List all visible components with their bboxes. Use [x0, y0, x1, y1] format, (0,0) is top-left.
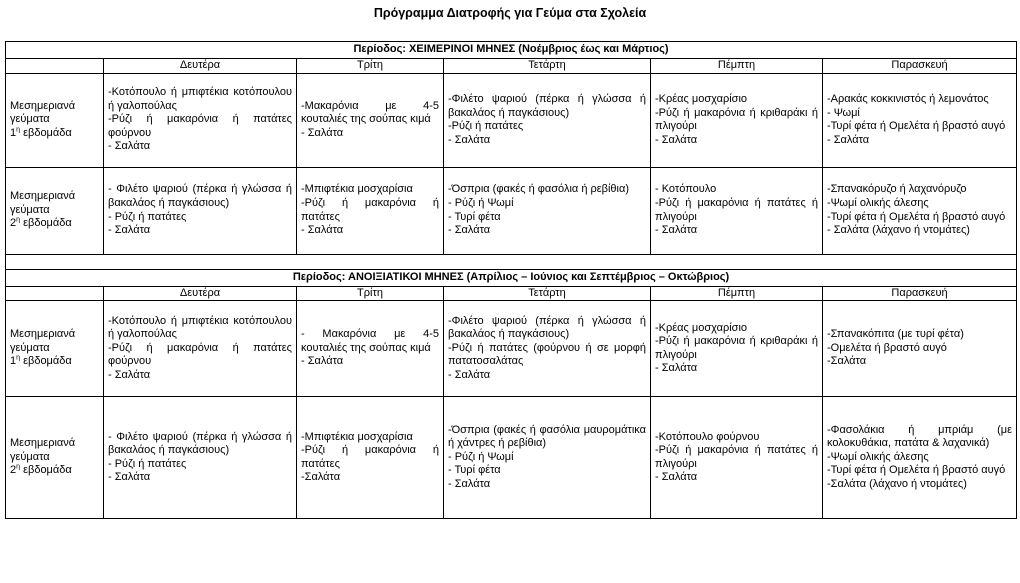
week-label-line2: γεύματα — [10, 113, 50, 126]
week-row — [6, 301, 1017, 397]
meal-line: -Ρύζι ή μακαρόνια ή πατάτες φούρνου — [108, 113, 292, 139]
meal-cell — [297, 167, 444, 254]
day-header-row — [6, 59, 1017, 74]
meal-line: -Όσπρια (φακές ή φασόλια μαυρομάτικα ή χάντρες ή ρεβίθια) — [448, 423, 646, 450]
meal-cell — [823, 167, 1017, 254]
meal-line: - Ρύζι ή πατάτες — [108, 210, 187, 223]
week-label-line3 — [10, 127, 99, 141]
week-label-line1: Μεσημεριανά — [10, 190, 76, 203]
day-header: Τρίτη — [297, 59, 444, 74]
day-header: Πέμπτη — [651, 59, 823, 74]
meal-line: -Σαλάτα — [827, 355, 867, 368]
meal-line: -Ρύζι ή μακαρόνια ή πατάτες — [301, 197, 439, 223]
meal-line: - Σαλάτα — [655, 133, 698, 146]
meal-line: - Σαλάτα — [108, 369, 151, 382]
meal-line: - Σαλάτα (λάχανο ή ντομάτες) — [827, 224, 970, 237]
meal-line: -Ρύζι ή μακαρόνια ή πατάτες — [301, 444, 439, 470]
meal-line: -Ρύζι ή μακαρόνια ή κριθαράκι ή πλιγούρι — [655, 106, 818, 133]
week-label — [6, 301, 104, 397]
page-title: Πρόγραμμα Διατροφής για Γεύμα στα Σχολεία — [373, 6, 647, 20]
meal-line: - Μακαρόνια με 4-5 κουταλιές της σούπας κιμά — [301, 328, 439, 354]
meal-line: -Σαλάτα — [301, 471, 341, 484]
meal-line: -Ψωμί ολικής άλεσης — [827, 450, 929, 463]
meal-line: - Σαλάτα — [448, 478, 491, 491]
week-row — [6, 397, 1017, 519]
meal-line: -Κοτόπουλο ή μπιφτέκια κοτόπουλου ή γαλοπούλας — [108, 314, 292, 341]
meal-line: -Ρύζι ή πατάτες — [448, 120, 524, 133]
meal-cell — [297, 73, 444, 167]
week-ordinal-suffix: η — [16, 216, 21, 224]
meal-line: - Ψωμί — [827, 106, 860, 119]
week-label-line3 — [10, 464, 99, 478]
day-header: Τετάρτη — [444, 286, 651, 301]
period-heading-row — [6, 42, 1017, 59]
meal-line: - Τυρί φέτα — [448, 464, 501, 477]
meal-line: -Τυρί φέτα ή Ομελέτα ή βραστό αυγό — [827, 120, 1006, 133]
week-ordinal-suffix: η — [16, 126, 21, 134]
day-header: Παρασκευή — [823, 286, 1017, 301]
meal-line: - Τυρί φέτα — [448, 210, 501, 223]
meal-line: -Ρύζι ή μακαρόνια ή κριθαράκι ή πλιγούρι — [655, 335, 818, 361]
week-row — [6, 73, 1017, 167]
meal-cell — [444, 397, 651, 519]
meal-line: - Φιλέτο ψαριού (πέρκα ή γλώσσα ή βακαλάος ή παγκάσιους) — [108, 430, 292, 457]
meal-cell — [823, 73, 1017, 167]
meal-cell — [651, 167, 823, 254]
meal-line: -Φιλέτο ψαριού (πέρκα ή γλώσσα ή βακαλάος ή παγκάσιους) — [448, 92, 646, 119]
week-word: εβδομάδα — [20, 217, 72, 230]
day-header: Παρασκευή — [823, 59, 1017, 74]
day-header: Δευτέρα — [104, 59, 297, 74]
meal-line: -Μπιφτέκια μοσχαρίσια — [301, 183, 413, 196]
meal-line: - Ρύζι ή Ψωμί — [448, 197, 514, 209]
meal-cell — [104, 397, 297, 519]
week-label-line3 — [10, 217, 99, 231]
meal-line: - Σαλάτα — [655, 471, 698, 484]
week-label-line2: γεύματα — [10, 341, 50, 354]
week-ordinal-suffix: η — [16, 463, 21, 471]
week-label — [6, 167, 104, 254]
meal-cell — [297, 301, 444, 397]
meal-line: -Φασολάκια ή μπριάμ (με κολοκυθάκια, πατάτα & λαχανικά) — [827, 423, 1013, 450]
week-row — [6, 167, 1017, 254]
meal-line: -Σπανακόπιτα (με τυρί φέτα) — [827, 328, 964, 341]
day-header: Τετάρτη — [444, 59, 651, 74]
meal-line: -Ρύζι ή μακαρόνια ή πατάτες φούρνου — [108, 341, 292, 368]
meal-line: - Σαλάτα — [655, 362, 698, 375]
meal-line: -Όσπρια (φακές ή φασόλια ή ρεβίθια) — [448, 183, 630, 196]
week-label-line1: Μεσημεριανά — [10, 328, 76, 341]
meal-line: -Κοτόπουλο ή μπιφτέκια κοτόπουλου ή γαλοπούλας — [108, 86, 292, 112]
week-number: 2 — [10, 464, 17, 477]
meal-line: -Ψωμί ολικής άλεσης — [827, 197, 929, 209]
week-label-line2: γεύματα — [10, 450, 50, 463]
meal-cell — [104, 167, 297, 254]
meal-line: -Κρέας μοσχαρίσιο — [655, 321, 748, 334]
meal-line: -Τυρί φέτα ή Ομελέτα ή βραστό αυγό — [827, 210, 1006, 223]
meal-line: - Σαλάτα — [655, 224, 698, 237]
week-label — [6, 73, 104, 167]
meal-cell — [104, 301, 297, 397]
week-word: εβδομάδα — [20, 464, 72, 477]
week-word: εβδομάδα — [20, 355, 72, 368]
meal-cell — [651, 301, 823, 397]
day-header-row — [6, 286, 1017, 301]
week-word: εβδομάδα — [20, 126, 72, 139]
week-label-line3 — [10, 355, 99, 369]
meal-schedule-table — [5, 41, 1017, 519]
meal-line: -Ομελέτα ή βραστό αυγό — [827, 341, 947, 354]
meal-line: - Σαλάτα — [448, 133, 491, 146]
week-ordinal-suffix: η — [16, 354, 21, 362]
meal-line: -Ρύζι ή μακαρόνια ή πατάτες ή πλιγούρι — [655, 444, 818, 470]
meal-line: - Σαλάτα — [301, 224, 344, 237]
spacer-cell — [6, 254, 1017, 269]
meal-cell — [297, 397, 444, 519]
meal-line: - Ρύζι ή Ψωμί — [448, 450, 514, 463]
corner-cell — [6, 286, 104, 301]
meal-cell — [444, 301, 651, 397]
week-number: 1 — [10, 355, 17, 368]
meal-line: -Τυρί φέτα ή Ομελέτα ή βραστό αυγό — [827, 464, 1006, 477]
meal-line: -Ρύζι ή μακαρόνια ή πατάτες ή πλιγούρι — [655, 197, 818, 223]
spacer-row — [6, 254, 1017, 269]
meal-line: - Σαλάτα — [301, 355, 344, 368]
meal-line: -Ρύζι ή πατάτες (φούρνου ή σε μορφή πατατοσαλάτας — [448, 341, 646, 368]
meal-cell — [104, 73, 297, 167]
meal-schedule-body — [6, 42, 1017, 519]
meal-line: - Σαλάτα — [827, 133, 870, 146]
meal-cell — [823, 301, 1017, 397]
meal-line: -Κοτόπουλο φούρνου — [655, 430, 760, 443]
meal-line: - Σαλάτα — [108, 471, 151, 484]
week-label-line1: Μεσημεριανά — [10, 437, 76, 450]
week-number: 1 — [10, 126, 17, 139]
meal-line: -Κρέας μοσχαρίσιο — [655, 92, 748, 105]
meal-line: -Φιλέτο ψαριού (πέρκα ή γλώσσα ή βακαλάος ή παγκάσιους) — [448, 314, 646, 341]
meal-line: - Ρύζι ή πατάτες — [108, 457, 187, 470]
corner-cell — [6, 59, 104, 74]
meal-line: - Σαλάτα — [448, 369, 491, 382]
meal-line: - Σαλάτα — [301, 126, 344, 139]
period-heading-row — [6, 269, 1017, 286]
week-label — [6, 397, 104, 519]
week-label-line1: Μεσημεριανά — [10, 99, 76, 112]
period-heading: Περίοδος: ΑΝΟΙΞΙΑΤΙΚΟΙ ΜΗΝΕΣ (Απρίλιος – Ιούνιος και Σεπτέμβριος – Οκτώβριος) — [6, 269, 1017, 286]
meal-line: -Σαλάτα (λάχανο ή ντομάτες) — [827, 478, 967, 491]
meal-cell — [444, 167, 651, 254]
meal-cell — [823, 397, 1017, 519]
meal-line: -Σπανακόρυζο ή λαχανόρυζο — [827, 183, 967, 196]
meal-line: -Μακαρόνια με 4-5 κουταλιές της σούπας κιμά — [301, 99, 439, 126]
week-number: 2 — [10, 217, 17, 230]
meal-cell — [651, 397, 823, 519]
meal-line: - Κοτόπουλο — [655, 183, 717, 196]
day-header: Πέμπτη — [651, 286, 823, 301]
meal-line: - Σαλάτα — [108, 224, 151, 237]
day-header: Τρίτη — [297, 286, 444, 301]
meal-line: -Μπιφτέκια μοσχαρίσια — [301, 430, 413, 443]
meal-cell — [444, 73, 651, 167]
meal-cell — [651, 73, 823, 167]
week-label-line2: γεύματα — [10, 203, 50, 216]
period-heading: Περίοδος: ΧΕΙΜΕΡΙΝΟΙ ΜΗΝΕΣ (Νοέμβριος έως και Μάρτιος) — [6, 42, 1017, 59]
meal-line: - Σαλάτα — [448, 224, 491, 237]
day-header: Δευτέρα — [104, 286, 297, 301]
meal-line: - Σαλάτα — [108, 140, 151, 153]
meal-line: - Φιλέτο ψαριού (πέρκα ή γλώσσα ή βακαλάος ή παγκάσιους) — [108, 183, 292, 209]
meal-line: -Αρακάς κοκκινιστός ή λεμονάτος — [827, 92, 989, 105]
